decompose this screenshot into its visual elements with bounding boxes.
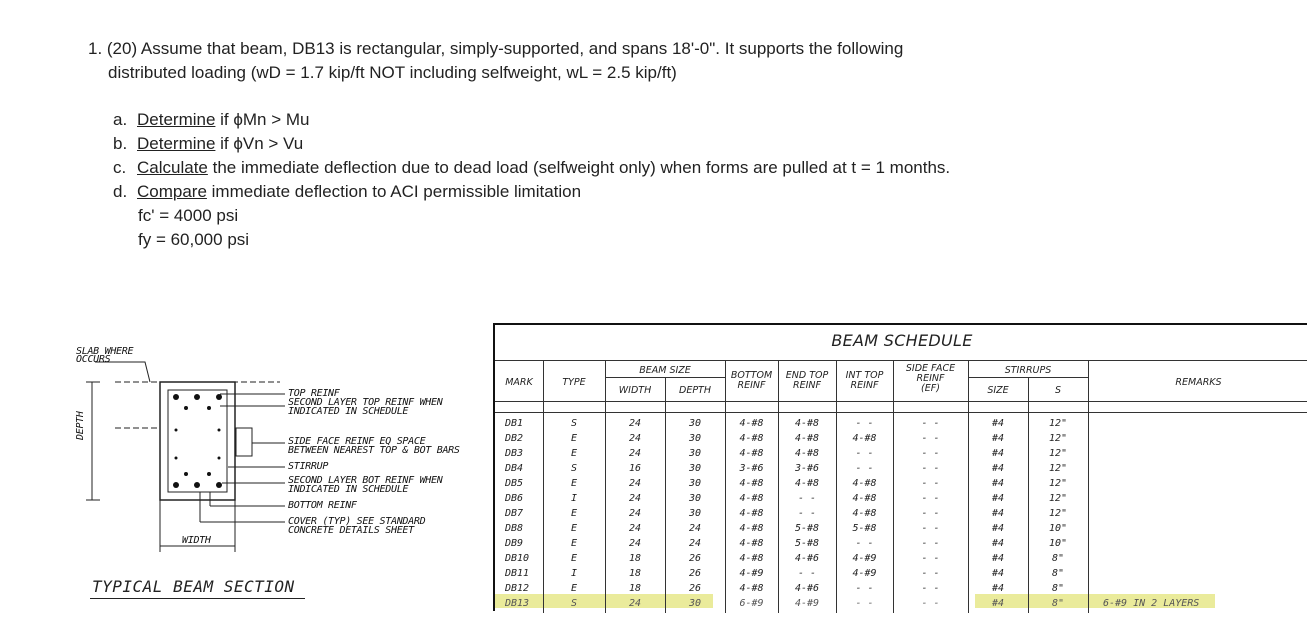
- cell-mark: DB13: [505, 598, 530, 609]
- cell-bottom: 4-#8: [739, 418, 764, 429]
- cell-type: E: [570, 553, 578, 564]
- cell-int-top: - -: [855, 448, 874, 459]
- cell-s: 10": [1048, 523, 1068, 534]
- cell-mark: DB9: [505, 538, 524, 549]
- part-c: c. Calculate the immediate deflection due to dead load (selfweight only) when forms are pulled at t = 1 months.: [113, 158, 951, 177]
- cell-size: #4: [991, 433, 1005, 444]
- cell-depth: 30: [688, 508, 702, 519]
- cell-type: S: [570, 463, 578, 474]
- cell-mark: DB10: [505, 553, 530, 564]
- note-second-bot-1: SECOND LAYER BOT REINF WHEN: [288, 475, 443, 486]
- cell-side: - -: [921, 538, 940, 549]
- cell-end-top: 5-#8: [794, 523, 820, 534]
- slab-label-1: SLAB WHERE: [76, 346, 134, 357]
- cell-side: - -: [921, 493, 940, 504]
- cell-type: E: [570, 478, 578, 489]
- cell-bottom: 4-#9: [739, 568, 764, 579]
- cell-s: 12": [1048, 463, 1068, 474]
- cell-bottom: 4-#8: [739, 433, 764, 444]
- cell-remarks: [1103, 447, 1303, 460]
- cell-size: #4: [991, 568, 1005, 579]
- cell-width: 24: [628, 418, 642, 429]
- stirrup-outline: [168, 390, 227, 492]
- cell-s: 8": [1051, 583, 1065, 594]
- hdr-end-top-1: END TOP: [785, 370, 829, 381]
- cell-side: - -: [921, 478, 940, 489]
- note-side-face-2: BETWEEN NEAREST TOP & BOT BARS: [288, 445, 460, 456]
- cell-s: 12": [1048, 448, 1068, 459]
- prop-fc: fc' = 4000 psi: [138, 206, 239, 225]
- cell-end-top: 4-#8: [794, 418, 820, 429]
- cell-size: #4: [991, 418, 1005, 429]
- cell-bottom: 4-#8: [739, 523, 764, 534]
- note-second-top-1: SECOND LAYER TOP REINF WHEN: [288, 397, 443, 408]
- hdr-end-top-2: REINF: [793, 380, 821, 391]
- note-bottom-reinf: BOTTOM REINF: [288, 500, 357, 511]
- cell-type: S: [570, 598, 578, 609]
- cell-size: #4: [991, 523, 1005, 534]
- hdr-bottom-2: REINF: [737, 380, 766, 391]
- hdr-size: SIZE: [987, 385, 1009, 396]
- cell-mark: DB2: [505, 433, 524, 444]
- cell-end-top: 4-#8: [794, 433, 820, 444]
- section-title: TYPICAL BEAM SECTION: [92, 577, 295, 596]
- cell-mark: DB11: [505, 568, 530, 579]
- cell-int-top: 4-#9: [852, 553, 877, 564]
- cell-depth: 30: [688, 448, 702, 459]
- cell-width: 24: [628, 538, 642, 549]
- cell-depth: 30: [688, 463, 702, 474]
- cell-remarks: [1103, 432, 1303, 445]
- cell-side: - -: [921, 583, 940, 594]
- cell-int-top: 4-#8: [852, 493, 877, 504]
- question-parts: [113, 108, 950, 252]
- part-d: d. Compare immediate deflection to ACI permissible limitation: [113, 182, 582, 201]
- hdr-beam-size: BEAM SIZE: [639, 365, 691, 376]
- cell-side: - -: [921, 523, 940, 534]
- cell-size: #4: [991, 478, 1005, 489]
- cell-type: I: [570, 568, 578, 579]
- cell-width: 16: [628, 463, 642, 474]
- cell-remarks: [1103, 552, 1303, 565]
- cell-bottom: 4-#8: [739, 553, 764, 564]
- slab-label-2: OCCURS: [76, 354, 111, 365]
- note-cover-2: CONCRETE DETAILS SHEET: [288, 525, 414, 536]
- cell-mark: DB5: [505, 478, 524, 489]
- cell-width: 24: [628, 448, 642, 459]
- cell-end-top: 5-#8: [794, 538, 820, 549]
- cell-remarks: [1103, 492, 1303, 505]
- part-b: b. Determine if ϕVn > Vu: [113, 134, 304, 153]
- cell-int-top: - -: [855, 418, 874, 429]
- cell-int-top: 4-#9: [852, 568, 877, 579]
- cell-size: #4: [991, 538, 1005, 549]
- cell-s: 12": [1048, 478, 1068, 489]
- cell-depth: 30: [688, 418, 702, 429]
- cell-mark: DB7: [505, 508, 524, 519]
- cell-end-top: 4-#9: [794, 598, 820, 609]
- cell-size: #4: [991, 553, 1005, 564]
- cell-side: - -: [921, 433, 940, 444]
- cell-depth: 26: [688, 568, 702, 579]
- cell-size: #4: [991, 508, 1005, 519]
- hdr-stirrups: STIRRUPS: [1004, 365, 1052, 376]
- section-title-underline: [90, 598, 305, 599]
- cell-int-top: 4-#8: [852, 508, 877, 519]
- cell-remarks: [1103, 537, 1303, 550]
- note-cover-1: COVER (TYP) SEE STANDARD: [288, 516, 426, 527]
- cell-bottom: 4-#8: [739, 508, 764, 519]
- cell-end-top: 4-#6: [794, 583, 820, 594]
- cell-s: 12": [1048, 418, 1068, 429]
- cell-s: 8": [1051, 553, 1065, 564]
- cell-int-top: 5-#8: [852, 523, 877, 534]
- cell-width: 24: [628, 598, 642, 609]
- cell-width: 24: [628, 508, 642, 519]
- cell-side: - -: [921, 553, 940, 564]
- cell-type: S: [570, 418, 578, 429]
- cell-side: - -: [921, 448, 940, 459]
- cell-int-top: - -: [855, 598, 874, 609]
- cell-size: #4: [991, 583, 1005, 594]
- cell-bottom: 4-#8: [739, 583, 764, 594]
- cell-depth: 30: [688, 493, 702, 504]
- prop-fy: fy = 60,000 psi: [138, 230, 250, 249]
- cell-type: E: [570, 448, 578, 459]
- hdr-side-1: SIDE FACE: [905, 363, 956, 374]
- cell-depth: 26: [688, 583, 702, 594]
- cell-mark: DB12: [505, 583, 530, 594]
- cell-s: 10": [1048, 538, 1068, 549]
- hdr-bottom-1: BOTTOM: [730, 370, 773, 381]
- cell-mark: DB6: [505, 493, 524, 504]
- cell-side: - -: [921, 508, 940, 519]
- cell-size: #4: [991, 463, 1005, 474]
- cell-width: 24: [628, 433, 642, 444]
- hdr-depth: DEPTH: [679, 385, 711, 396]
- cell-remarks: 6-#9 IN 2 LAYERS: [1103, 598, 1200, 609]
- cell-s: 8": [1051, 568, 1065, 579]
- cell-bottom: 6-#9: [739, 598, 764, 609]
- hdr-type: TYPE: [562, 377, 586, 388]
- cell-depth: 30: [688, 433, 702, 444]
- hdr-mark: MARK: [505, 377, 533, 388]
- cell-s: 12": [1048, 433, 1068, 444]
- cell-side: - -: [921, 598, 940, 609]
- cell-width: 24: [628, 478, 642, 489]
- cell-mark: DB8: [505, 523, 524, 534]
- cell-type: I: [570, 493, 578, 504]
- cell-remarks: [1103, 507, 1303, 520]
- hdr-int-top-1: INT TOP: [845, 370, 884, 381]
- cell-width: 18: [628, 583, 642, 594]
- cell-end-top: - -: [797, 493, 817, 504]
- cell-remarks: [1103, 462, 1303, 475]
- cell-size: #4: [991, 493, 1005, 504]
- cell-width: 24: [628, 493, 642, 504]
- note-stirrup: STIRRUP: [288, 461, 329, 472]
- cell-remarks: [1103, 582, 1303, 595]
- cell-size: #4: [991, 448, 1005, 459]
- cell-width: 18: [628, 568, 642, 579]
- question-line-2: distributed loading (wD = 1.7 kip/ft NOT including selfweight, wL = 2.5 kip/ft): [108, 63, 677, 82]
- hdr-s: S: [1054, 385, 1062, 396]
- schedule-title: BEAM SCHEDULE: [831, 331, 973, 350]
- hdr-int-top-2: REINF: [850, 380, 879, 391]
- cell-depth: 24: [688, 523, 702, 534]
- cell-width: 24: [628, 523, 642, 534]
- cell-bottom: 4-#8: [739, 493, 764, 504]
- hdr-side-3: (EF): [921, 383, 940, 394]
- slab-leader: [95, 362, 150, 382]
- depth-label: DEPTH: [75, 411, 86, 440]
- cell-depth: 30: [688, 598, 702, 609]
- cell-depth: 26: [688, 553, 702, 564]
- cell-type: E: [570, 583, 578, 594]
- cell-int-top: 4-#8: [852, 433, 877, 444]
- cell-remarks: [1103, 522, 1303, 535]
- cell-bottom: 4-#8: [739, 448, 764, 459]
- cell-end-top: 3-#6: [794, 463, 820, 474]
- note-side-face-1: SIDE FACE REINF EQ SPACE: [288, 436, 426, 447]
- note-second-bot-2: INDICATED IN SCHEDULE: [288, 484, 409, 495]
- width-label: WIDTH: [182, 535, 211, 546]
- beam-schedule-table: [493, 323, 1307, 611]
- hdr-side-2: REINF: [916, 373, 945, 384]
- cell-end-top: 4-#8: [794, 448, 820, 459]
- cell-end-top: - -: [797, 568, 817, 579]
- cell-end-top: - -: [797, 508, 817, 519]
- side-face-box: [236, 428, 252, 456]
- cell-side: - -: [921, 463, 940, 474]
- cell-bottom: 4-#8: [739, 478, 764, 489]
- cell-depth: 30: [688, 478, 702, 489]
- cell-bottom: 3-#6: [739, 463, 764, 474]
- cell-width: 18: [628, 553, 642, 564]
- cell-mark: DB1: [505, 418, 524, 429]
- cell-end-top: 4-#8: [794, 478, 820, 489]
- cell-type: E: [570, 433, 578, 444]
- cell-s: 12": [1048, 508, 1068, 519]
- cell-type: E: [570, 523, 578, 534]
- hdr-remarks: REMARKS: [1175, 377, 1222, 388]
- cell-depth: 24: [688, 538, 702, 549]
- cell-s: 8": [1051, 598, 1065, 609]
- note-top-reinf: TOP REINF: [288, 388, 340, 399]
- cell-mark: DB3: [505, 448, 524, 459]
- cell-side: - -: [921, 418, 940, 429]
- cell-remarks: [1103, 477, 1303, 490]
- cell-size: #4: [991, 598, 1005, 609]
- cell-bottom: 4-#8: [739, 538, 764, 549]
- cell-int-top: - -: [855, 583, 874, 594]
- note-second-top-2: INDICATED IN SCHEDULE: [288, 406, 409, 417]
- cell-int-top: - -: [855, 538, 874, 549]
- cell-mark: DB4: [505, 463, 524, 474]
- cell-end-top: 4-#6: [794, 553, 820, 564]
- cell-int-top: 4-#8: [852, 478, 877, 489]
- question-text: [88, 37, 903, 85]
- cell-s: 12": [1048, 493, 1068, 504]
- hdr-width: WIDTH: [618, 385, 652, 396]
- cell-type: E: [570, 538, 578, 549]
- question-line-1: 1. (20) Assume that beam, DB13 is rectangular, simply-supported, and spans 18'-0". It supports the following: [88, 39, 904, 58]
- part-a: a. Determine if ϕMn > Mu: [113, 110, 310, 129]
- cell-side: - -: [921, 568, 940, 579]
- cell-remarks: [1103, 567, 1303, 580]
- beam-section-svg: [0, 340, 500, 600]
- cell-type: E: [570, 508, 578, 519]
- cell-remarks: [1103, 417, 1303, 430]
- cell-int-top: - -: [855, 463, 874, 474]
